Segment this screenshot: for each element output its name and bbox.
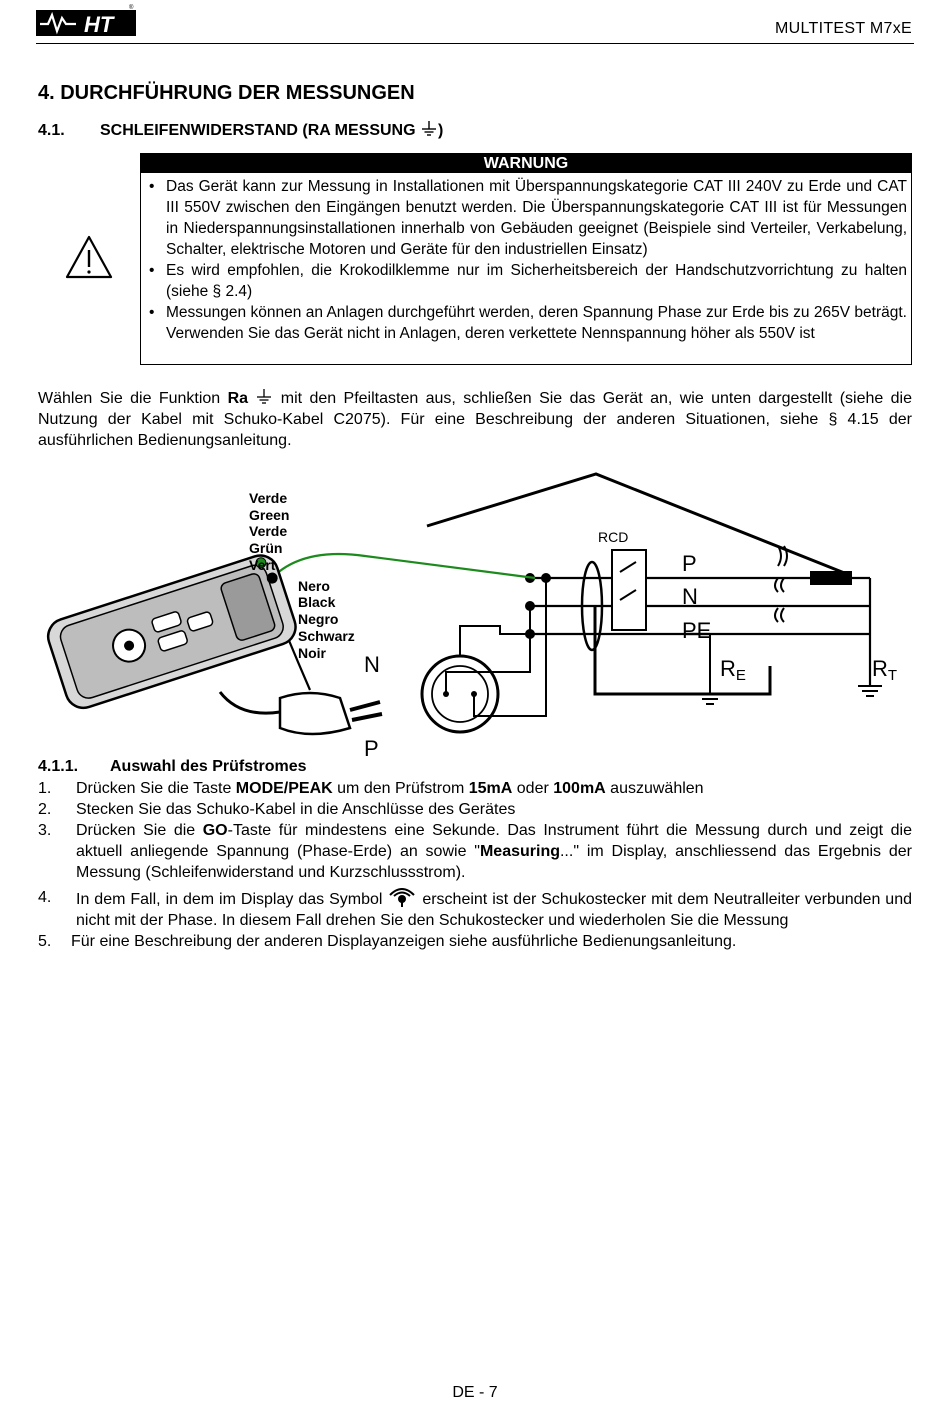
warning-triangle-icon (64, 234, 114, 280)
svg-text:Negro: Negro (298, 611, 339, 627)
earth-rt-icon (858, 686, 882, 696)
tester-device (44, 551, 301, 713)
svg-text:Green: Green (249, 507, 290, 523)
warning-bullet: • Das Gerät kann zur Messung in Installationen mit Überspannungskategorie CAT III 240V zu Erde und CAT III 550V zwischen den Eingängen benutzt werden. Die Überspannungskategorie CAT III ist für Messungen in Niederspannungsinstallationen innerhalb von Gebäuden geeignet (Beispiele sind Verteiler, Verkabelung, Schalter, elektrische Motoren und Geräte für den industriellen Einsatz) (141, 176, 907, 260)
step-number: 2. (38, 801, 52, 818)
step-number: 3. (38, 822, 52, 839)
ht-logo (36, 4, 136, 38)
black-lead-labels (298, 578, 355, 661)
svg-text:Vert: Vert (249, 557, 276, 573)
re-label: RE (720, 656, 746, 684)
step-number: 5. (38, 933, 52, 950)
subsection-411-text: Auswahl des Prüfstromes (110, 758, 307, 775)
plug-label: P (364, 736, 379, 761)
intro-text: Wählen Sie die Funktion (38, 390, 228, 407)
ground-symbol-icon (420, 121, 438, 137)
schuko-socket (422, 656, 498, 732)
connection-diagram (30, 466, 920, 766)
warning-bullet: • Messungen können an Anlagen durchgeführt werden, deren Spannung Phase zur Erde bis zu 265V beträgt. Verwenden Sie das Gerät nicht in Anlagen, deren verkettete Nennspannung höher als 550V ist (141, 302, 907, 344)
list-item: 5. Für eine Beschreibung der anderen Displayanzeigen siehe ausführliche Bedienungsanleitung. (38, 933, 737, 950)
svg-text:Verde: Verde (249, 490, 288, 506)
svg-text:®: ® (129, 5, 134, 11)
conductor-label: P (682, 551, 697, 576)
rt-label: RT (872, 656, 898, 684)
header-rule (36, 43, 914, 44)
steps-list (38, 778, 912, 952)
warning-bullet: • Es wird empfohlen, die Krokodilklemme nur im Sicherheitsbereich der Handschutzvorrichtung zu halten (siehe § 2.4) (141, 260, 907, 302)
list-item: 2. Stecken Sie das Schuko-Kabel in die Anschlüsse des Gerätes (38, 801, 516, 818)
model-name: MULTITEST M7xE (775, 20, 912, 37)
subsection-number: 4.1. (38, 122, 65, 139)
key-name: GO (202, 822, 228, 839)
step-number: 4. (38, 889, 52, 906)
list-item: 4. In dem Fall, in dem im Display das Symbol erscheint ist der Schukostecker mit dem Neutralleiter verbunden und nicht mit der Phase. In diesem Fall drehen Sie den Schukostecker und wiederholen Sie die Messung (38, 889, 912, 929)
svg-text:Schwarz: Schwarz (298, 628, 355, 644)
plug-reversed-symbol-icon (387, 887, 417, 907)
function-name: Ra (227, 390, 249, 407)
green-lead-labels (249, 490, 289, 573)
page-number: DE - 7 (452, 1384, 498, 1401)
subsection-411-number: 4.1.1. (38, 758, 79, 775)
earth-re-icon (698, 634, 722, 704)
intro-paragraph (38, 388, 912, 451)
warning-heading: WARNUNG (141, 154, 911, 173)
svg-text:Black: Black (298, 594, 336, 610)
plug-label: N (364, 652, 380, 677)
section-title: 4. DURCHFÜHRUNG DER MESSUNGEN (38, 82, 415, 104)
subsection-411-title (38, 758, 307, 776)
rcd-device (582, 529, 646, 650)
fuse-icon (810, 571, 852, 585)
svg-text:Nero: Nero (298, 578, 330, 594)
conductor-label: N (682, 584, 698, 609)
warning-box (140, 153, 912, 365)
conductor-label: PE (682, 618, 712, 643)
key-name: MODE/PEAK (235, 780, 333, 797)
logo-brand-text: HT (84, 12, 114, 37)
subsection-title (38, 121, 443, 140)
svg-text:Noir: Noir (298, 645, 326, 661)
subsection-title-end: ) (438, 122, 444, 139)
intro-text: mit den Pfeiltasten aus, schließen Sie das Gerät an, wie unten dargestellt (siehe die Nutzung der Kabel mit Schuko-Kabel C2075). Für eine Beschreibung der anderen Situationen, siehe § 4.15 der ausführlichen Bedienungsanleitung. (38, 390, 912, 449)
subsection-title-text: SCHLEIFENWIDERSTAND (RA MESSUNG (100, 122, 420, 139)
warning-list (141, 176, 907, 344)
svg-text:Verde: Verde (249, 523, 288, 539)
svg-text:Grün: Grün (249, 540, 283, 556)
step-number: 1. (38, 780, 52, 797)
list-item: 3. Drücken Sie die GO-Taste für mindestens eine Sekunde. Das Instrument führt die Messung durch und zeigt die aktuell anliegende Spannung (Phase-Erde) an sowie "Measuring..." im Display, anschliessend das Ergebnis der Messung (Schleifenwiderstand und Kurzschlussstrom). (38, 822, 913, 881)
rcd-label: RCD (598, 529, 629, 545)
list-item: 1. Drücken Sie die Taste MODE/PEAK um den Prüfstrom 15mA oder 100mA auszuwählen (38, 780, 704, 797)
schuko-plug (220, 692, 382, 734)
ground-symbol-icon (255, 389, 273, 405)
